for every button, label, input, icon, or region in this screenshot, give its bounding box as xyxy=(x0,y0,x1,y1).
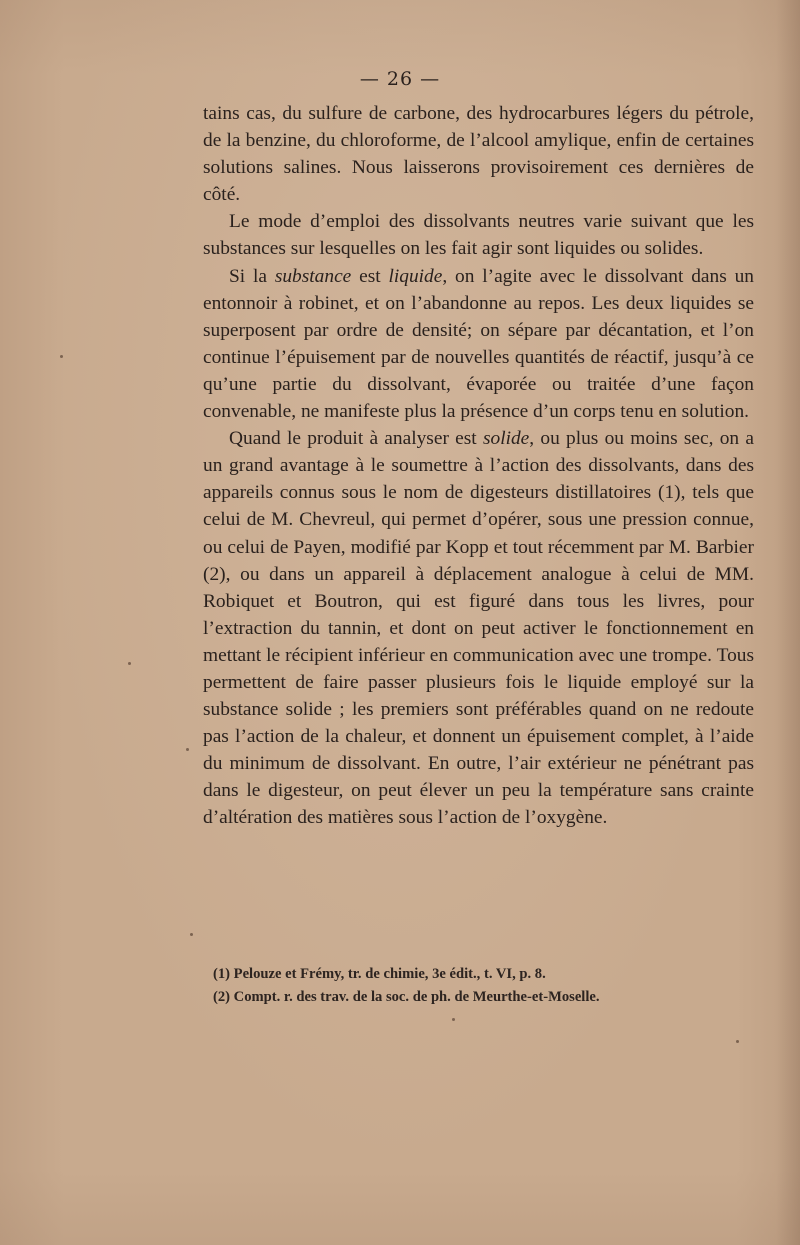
paper-speck xyxy=(60,355,63,358)
paragraph-3-text-start: Si la xyxy=(229,265,275,287)
body-text xyxy=(203,100,754,832)
page-number: — 26 — xyxy=(359,68,441,90)
footnote-1: (1) Pelouze et Frémy, tr. de chimie, 3e édit., t. VI, p. 8. xyxy=(213,966,546,982)
paragraph-4-text-end: , ou plus ou moins sec, on a un grand avantage à le soumettre à l’action des dissolvants, dans des appareils connus sous le nom de digesteurs distillatoires (1), tels que celui de M. Chevreul, qui permet d’opérer, sous une pression connue, ou celui de Payen, modifié par Kopp et tout récemment par M. Barbier (2), ou dans un appareil à déplacement analogue à celui de MM. Robiquet et Boutron, qui est figuré dans tous les livres, pour l’extraction du tannin, et dont on peut activer le fonctionnement en mettant le récipient inférieur en communication avec une trompe. Tous permettent de faire passer plusieurs fois le liquide employé sur la substance solide ; les premiers sont préférables quand on ne redoute pas l’action de la chaleur, et donnent un épuisement complet, à l’aide du minimum de dissolvant. En outre, l’air extérieur ne pénétrant pas dans le digesteur, on peut élever un peu la température sans crainte d’altération des matières sous l’action de l’oxygène. xyxy=(203,428,754,829)
italic-solide: solide xyxy=(482,428,530,450)
paragraph-3 xyxy=(203,263,754,426)
page-edge-shadow xyxy=(776,0,800,1245)
paragraph-1-text: tains cas, du sulfure de carbone, des hydrocarbures légers du pétrole, de la benzine, du chloroforme, de l’alcool amylique, enfin de certaines solutions salines. Nous laisserons provisoirement ces dernières de côté. xyxy=(203,103,754,206)
paper-speck xyxy=(736,1040,739,1043)
paragraph-1 xyxy=(203,100,754,208)
footnote-2: (2) Compt. r. des trav. de la soc. de ph. de Meurthe-et-Moselle. xyxy=(213,989,600,1005)
paper-speck xyxy=(452,1018,455,1021)
italic-liquide: liquide xyxy=(388,265,443,287)
paragraph-2-text: Le mode d’emploi des dissolvants neutres varie suivant que les substances sur lesquelles on les fait agir sont liquides ou solides. xyxy=(203,211,754,260)
italic-substance: substance xyxy=(274,265,352,287)
footnotes xyxy=(213,963,773,1009)
paper-speck xyxy=(186,748,189,751)
paragraph-4 xyxy=(203,425,754,831)
paper-speck xyxy=(190,933,193,936)
paragraph-2 xyxy=(203,208,754,262)
paragraph-4-text-start: Quand le produit à analyser est xyxy=(229,428,483,450)
paragraph-3-text-end: , on l’agite avec le dissolvant dans un entonnoir à robinet, et on l’abandonne au repos. Les deux liquides se superposent par ordre de densité; on sépare par décantation, et l’on continue l’épuisement par de nouvelles quantités de réactif, jusqu’à ce qu’une partie du dissolvant, évaporée ou traitée d’une façon convenable, ne manifeste plus la présence d’un corps tenu en solution. xyxy=(203,265,754,423)
paragraph-3-text-mid: est xyxy=(351,265,389,287)
paper-speck xyxy=(128,662,131,665)
